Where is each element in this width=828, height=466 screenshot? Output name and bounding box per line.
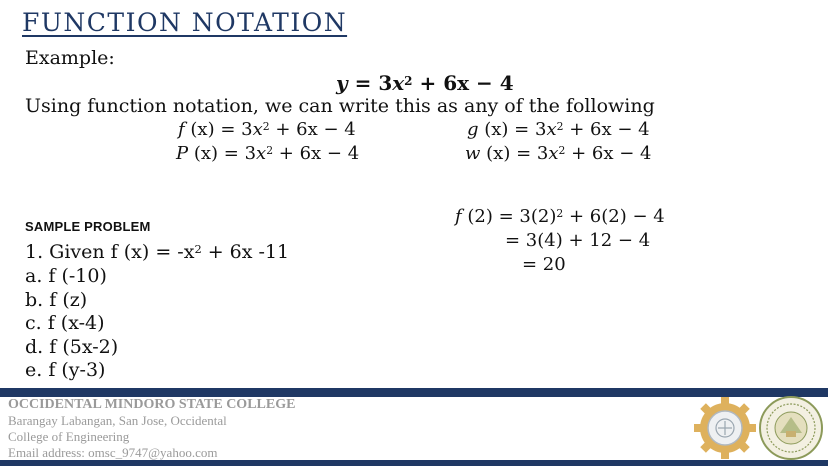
notation-arg: (x): [188, 143, 219, 164]
footer-college-name: OCCIDENTAL MINDORO STATE COLLEGE: [8, 397, 296, 412]
main-equation: [336, 71, 514, 95]
college-seal-icon: [758, 395, 824, 461]
notation-name: P: [176, 143, 189, 164]
notation-name: w: [465, 143, 481, 164]
problem-prefix: 1. Given f (x) = -x: [25, 241, 195, 263]
sample-problem-heading: SAMPLE PROBLEM: [25, 219, 151, 234]
solution-line-3: = 20: [522, 254, 566, 275]
problem-item-a: a. f (-10): [25, 265, 107, 287]
problem-item-e: e. f (y-3): [25, 359, 106, 381]
notation-rhs: = 3: [510, 143, 549, 164]
notation-f: [178, 119, 356, 140]
notation-g: [467, 119, 650, 140]
notation-exp: 2: [266, 144, 274, 158]
notation-rhs: = 3: [214, 119, 253, 140]
main-eq-rest: + 6x − 4: [412, 71, 514, 95]
problem-items: [25, 265, 118, 383]
notation-rhs-rest: + 6x − 4: [565, 143, 652, 164]
notation-name: g: [467, 119, 479, 140]
main-eq-var: x: [392, 71, 405, 95]
footer-address: Barangay Labangan, San Jose, Occidental: [8, 413, 227, 428]
problem-item-c: c. f (x-4): [25, 312, 105, 334]
notation-rhs-rest: + 6x − 4: [273, 143, 360, 164]
notation-var: x: [548, 143, 559, 164]
notation-arg: (x): [480, 143, 511, 164]
page-title: FUNCTION NOTATION: [22, 8, 348, 37]
notation-exp: 2: [556, 120, 564, 134]
footer-email: Email address: omsc_9747@yahoo.com: [8, 445, 218, 460]
main-eq-exp: 2: [404, 73, 413, 88]
main-eq-equals: =: [347, 71, 379, 95]
main-eq-lhs: y: [336, 71, 348, 95]
notation-arg: (x): [478, 119, 509, 140]
main-eq-coef: 3: [378, 71, 393, 95]
gear-seal-icon: [692, 395, 758, 461]
notation-arg: (x): [184, 119, 215, 140]
notation-exp: 2: [558, 144, 566, 158]
example-label: Example:: [25, 47, 115, 69]
problem-suffix: + 6x -11: [201, 241, 290, 263]
notation-name: f: [178, 119, 185, 140]
notation-var: x: [546, 119, 557, 140]
footer-department: College of Engineering: [8, 429, 130, 444]
solution-line1-exp: 2: [556, 207, 564, 221]
notation-rhs: = 3: [508, 119, 547, 140]
notation-exp: 2: [262, 120, 270, 134]
notation-rhs-rest: + 6x − 4: [563, 119, 650, 140]
notation-rhs: = 3: [218, 143, 257, 164]
solution-line-2: = 3(4) + 12 − 4: [505, 230, 651, 251]
notation-var: x: [256, 143, 267, 164]
intro-text: Using function notation, we can write this as any of the following: [25, 95, 655, 117]
solution-line-1: [455, 206, 665, 227]
footer-info: [8, 397, 295, 461]
problem-item-b: b. f (z): [25, 288, 88, 311]
notation-var: x: [252, 119, 263, 140]
problem-exp: 2: [194, 241, 202, 256]
notation-p: [176, 143, 359, 164]
solution-line1-b: + 6(2) − 4: [563, 206, 665, 227]
solution-fn-name: f: [455, 206, 462, 227]
problem-statement: [25, 241, 289, 263]
problem-item-d: d. f (5x-2): [25, 335, 119, 358]
notation-rhs-rest: + 6x − 4: [269, 119, 356, 140]
solution-line1-a: (2) = 3(2): [461, 206, 557, 227]
notation-w: [465, 143, 651, 164]
